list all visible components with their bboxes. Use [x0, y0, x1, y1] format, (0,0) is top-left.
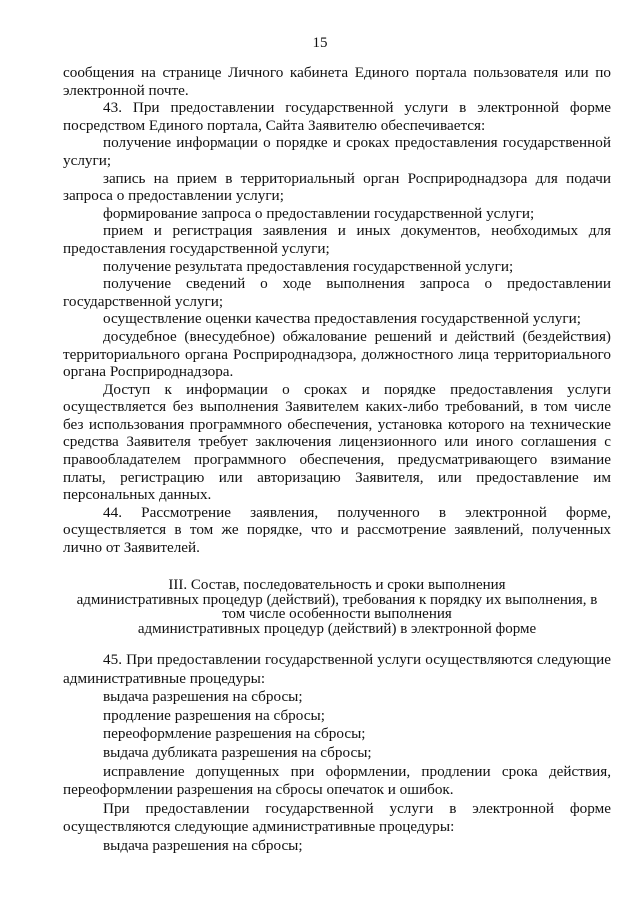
- paragraph-44: 44. Рассмотрение заявления, полученного в электронной форме, осуществляется в том же порядке, что и рассмотрение заявлений, полученных лично от Заявителей.: [63, 503, 611, 557]
- list-item: досудебное (внесудебное) обжалование решений и действий (бездействия) территориального органа Росприроднадзора, должностного лица территориального органа Росприроднадзора.: [63, 327, 611, 381]
- heading-line: III. Состав, последовательность и сроки выполнения: [168, 577, 506, 593]
- paragraph: сообщения на странице Личного кабинета Единого портала пользователя или по электронной почте.: [63, 64, 611, 99]
- list-item: формирование запроса о предоставлении государственной услуги;: [103, 204, 535, 222]
- list-item: запись на прием в территориальный орган Росприроднадзора для подачи запроса о предоставлении услуги;: [63, 169, 611, 205]
- section-body-lower: [63, 651, 611, 856]
- list-item: осуществление оценки качества предоставления государственной услуги;: [103, 310, 581, 328]
- list-item: выдача разрешения на сбросы;: [103, 688, 303, 706]
- section-heading: [63, 578, 611, 636]
- paragraph-45: 45. При предоставлении государственной услуги осуществляются следующие административные процедуры:: [63, 651, 611, 687]
- list-item: исправление допущенных при оформлении, продлении срока действия, переоформлении разрешения на сбросы опечаток и ошибок.: [63, 762, 611, 799]
- page-number: 15: [312, 35, 328, 51]
- list-item: продление разрешения на сбросы;: [103, 706, 325, 724]
- list-item: выдача дубликата разрешения на сбросы;: [103, 743, 372, 761]
- heading-line: административных процедур (действий), требования к порядку их выполнения, в: [76, 591, 598, 608]
- list-item: получение информации о порядке и сроках предоставления государственной услуги;: [63, 134, 611, 169]
- paragraph-access: Доступ к информации о сроках и порядке предоставления услуги осуществляется без выполнения Заявителем каких-либо требований, в том числе без использования программного обеспечения, установка которого на технические средства Заявителя требует заключения лицензионного или иного соглашения с правообладателем программного обеспечения, предусматривающего взимание платы, регистрацию или авторизацию Заявителя, или предоставление им персональных данных.: [63, 380, 611, 504]
- section-body-upper: [63, 64, 611, 557]
- list-item: получение сведений о ходе выполнения запроса о предоставлении государственной услуги;: [63, 275, 611, 310]
- heading-line: административных процедур (действий) в электронной форме: [137, 620, 537, 637]
- paragraph-electronic: При предоставлении государственной услуги в электронной форме осуществляются следующие административные процедуры:: [63, 799, 611, 836]
- list-item: выдача разрешения на сбросы;: [103, 836, 303, 854]
- paragraph-43: 43. При предоставлении государственной услуги в электронной форме посредством Единого портала, Сайта Заявителю обеспечивается:: [63, 99, 611, 134]
- list-item: прием и регистрация заявления и иных документов, необходимых для предоставления государственной услуги;: [63, 222, 611, 257]
- list-item: получение результата предоставления государственной услуги;: [103, 257, 514, 275]
- list-item: переоформление разрешения на сбросы;: [103, 725, 366, 743]
- heading-line: том числе особенности выполнения: [222, 606, 452, 622]
